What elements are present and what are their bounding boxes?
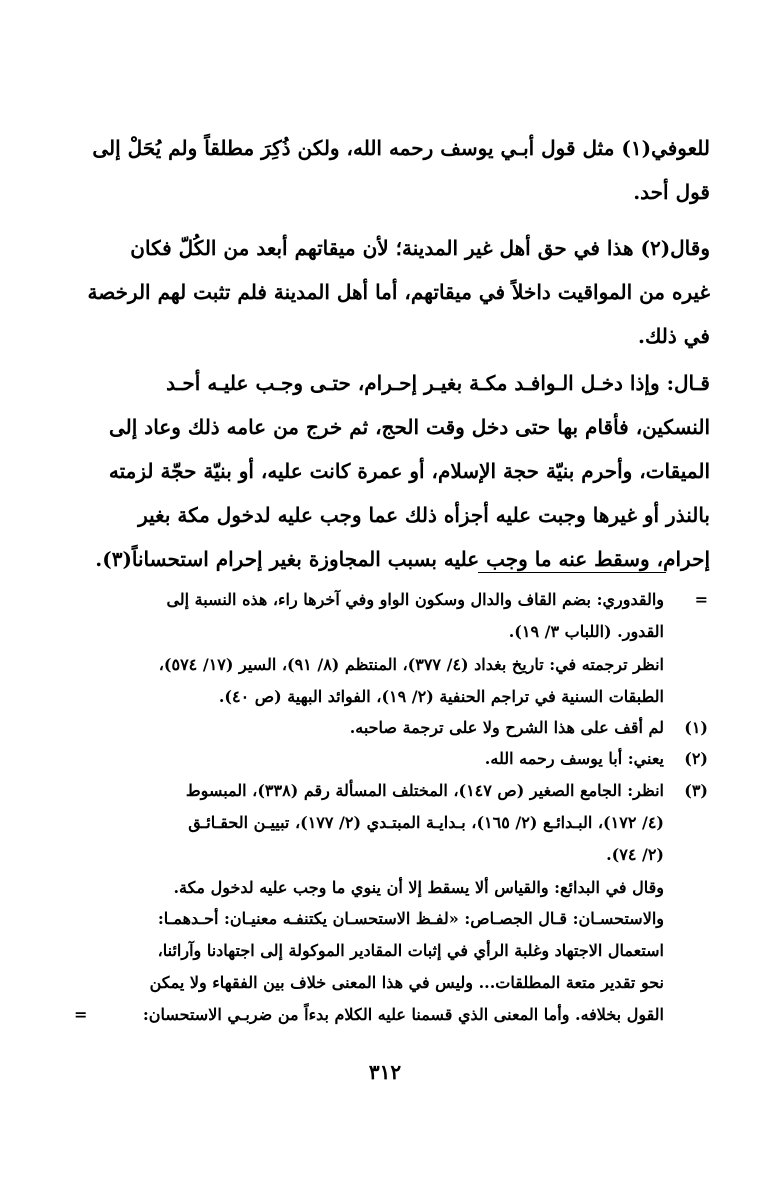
text-line: في ذلك.: [637, 324, 710, 348]
footnote-line: يعني: أبا يوسف رحمه الله.: [484, 749, 664, 768]
footnote-line: استعمال الاجتهاد وغلبة الرأي في إثبات المقادير الموكولة إلى اجتهادنا وآرائنا،: [157, 941, 664, 960]
footnote-separator: [478, 572, 666, 573]
continuation-marker: =: [694, 590, 708, 609]
footnote-number: (٢): [684, 749, 708, 768]
footnote-line: الطبقات السنية في تراجم الحنفية (٢/ ١٩)، الفوائد البهية (ص ٤٠).: [218, 687, 664, 706]
footnote-line: والقدوري: بضم القاف والدال وسكون الواو وفي آخرها راء، هذه النسبة إلى: [166, 590, 664, 609]
text-line: الميقات، وأحرم بنيّة حجة الإسلام، أو عمرة كانت عليه، أو بنيّة حجّة لزمته: [108, 459, 710, 483]
footnote-line: (٢/ ٧٤).: [606, 845, 664, 864]
footnote-number: (٣): [684, 781, 708, 800]
text-line: وقال(٢) هذا في حق أهل غير المدينة؛ لأن ميقاتهم أبعد من الكُلّ فكان: [130, 236, 710, 260]
text-line: قول أحد.: [633, 180, 710, 204]
footnote-line: نحو تقدير متعة المطلقات... وليس في هذا المعنى خلاف بين الفقهاء ولا يمكن: [149, 973, 664, 992]
footnote-line: والاستحسـان: قـال الجصـاص: «لفـظ الاستحسـان يكتنفـه معنيـان: أحـدهمـا:: [157, 909, 664, 928]
text-line: للعوفي(١) مثل قول أبـي يوسف رحمه الله، ولكن ذُكِرَ مطلقاً ولم يُحَلْ إلى: [92, 136, 710, 160]
text-line: النسكين، فأقام بها حتى دخل وقت الحج، ثم خرج من عامه ذلك وعاد إلى: [109, 415, 710, 439]
footnote-line: لم أقف على هذا الشرح ولا على ترجمة صاحبه.: [349, 718, 664, 737]
footnote-line: انظر ترجمته في: تاريخ بغداد (٤/ ٣٧٧)، المنتظم (٨/ ٩١)، السير (١٧/ ٥٧٤)،: [158, 655, 664, 674]
footnote-line: القول بخلافه. وأما المعنى الذي قسمنا عليه الكلام بدءاً من ضربـي الاستحسان:: [142, 1005, 664, 1024]
paragraph-3: [70, 361, 710, 581]
paragraph-2: [70, 226, 710, 358]
text-line: غيره من المواقيت داخلاً في ميقاتهم، أما أهل المدينة فلم تثبت لهم الرخصة: [87, 280, 710, 304]
footnote-number: (١): [684, 718, 708, 737]
text-line: بالنذر أو غيرها وجبت عليه أجزأه ذلك عما وجب عليه لدخول مكة بغير: [138, 503, 710, 527]
text-line: قـال: وإذا دخـل الـوافـد مكـة بغيـر إحـرام، حتـى وجـب عليـه أحـد: [166, 371, 710, 395]
page-number: ٣١٢: [368, 1060, 402, 1084]
footnote-line: (٤/ ١٧٢)، البـدائـع (٢/ ١٦٥)، بـدايـة المبتـدي (٢/ ١٧٧)، تبييـن الحقـائـق: [188, 813, 664, 832]
footnote-line: انظر: الجامع الصغير (ص ١٤٧)، المختلف المسألة رقم (٣٣٨)، المبسوط: [185, 781, 664, 800]
text-line: إحرام، وسقط عنه ما وجب عليه بسبب المجاوزة بغير إحرام استحساناً(٣).: [95, 547, 710, 571]
footnote-line: القدور. (اللباب ٣/ ١٩).: [508, 622, 664, 641]
footnote-line: وقال في البدائع: والقياس ألا يسقط إلا أن ينوي ما وجب عليه لدخول مكة.: [173, 878, 664, 897]
continuation-marker: =: [74, 1005, 88, 1024]
paragraph-1: [70, 126, 710, 214]
